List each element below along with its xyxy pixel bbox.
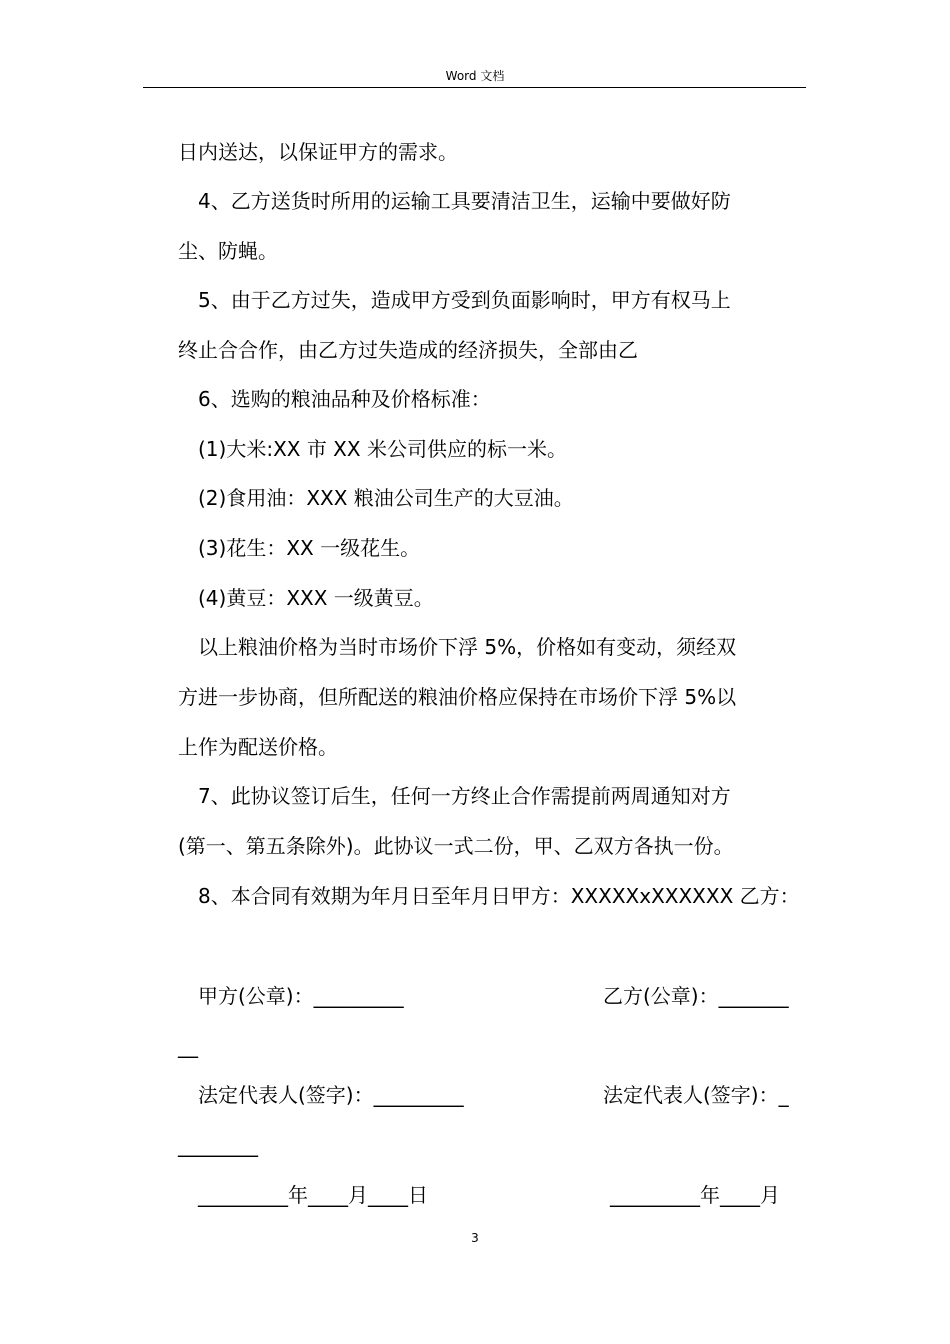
- paragraph-line: 7、此协议签订后生，任何一方终止合作需提前两周通知对方: [198, 784, 731, 808]
- party-b-date-line: _________年____月: [610, 1183, 780, 1207]
- party-a-seal-line: 甲方(公章)：_________: [198, 984, 404, 1008]
- party-a-date-line: _________年____月____日: [198, 1183, 428, 1207]
- header-title: Word 文档: [445, 69, 505, 83]
- header-divider: [143, 87, 806, 88]
- paragraph-line: 6、选购的粮油品种及价格标准：: [198, 387, 491, 411]
- party-a-representative-line: 法定代表人(签字)：_________: [198, 1083, 464, 1107]
- paragraph-line: 8、本合同有效期为年月日至年月日甲方：XXXXXxXXXXXX 乙方：: [198, 884, 800, 908]
- paragraph-line: 终止合合作，由乙方过失造成的经济损失，全部由乙: [178, 338, 638, 362]
- paragraph-line: 5、由于乙方过失，造成甲方受到负面影响时，甲方有权马上: [198, 288, 731, 312]
- party-b-seal-line: 乙方(公章)：_______: [603, 984, 789, 1008]
- page-number: 3: [471, 1231, 479, 1245]
- paragraph-line: 上作为配送价格。: [178, 735, 338, 759]
- paragraph-line: 日内送达，以保证甲方的需求。: [178, 140, 458, 164]
- paragraph-line: (2)食用油：XXX 粮油公司生产的大豆油。: [198, 486, 574, 510]
- paragraph-line: 方进一步协商，但所配送的粮油价格应保持在市场价下浮 5%以: [178, 685, 737, 709]
- paragraph-line: (3)花生：XX 一级花生。: [198, 536, 421, 560]
- party-b-seal-line-wrap: __: [178, 1034, 198, 1058]
- party-b-representative-line-wrap: ________: [178, 1133, 258, 1157]
- paragraph-line: 以上粮油价格为当时市场价下浮 5%，价格如有变动，须经双: [198, 635, 737, 659]
- paragraph-line: 尘、防蝇。: [178, 239, 278, 263]
- paragraph-line: (第一、第五条除外)。此协议一式二份，甲、乙双方各执一份。: [178, 834, 734, 858]
- paragraph-line: (4)黄豆：XXX 一级黄豆。: [198, 586, 434, 610]
- party-b-representative-line: 法定代表人(签字)：_: [603, 1083, 789, 1107]
- paragraph-line: (1)大米:XX 市 XX 米公司供应的标一米。: [198, 437, 567, 461]
- paragraph-line: 4、乙方送货时所用的运输工具要清洁卫生，运输中要做好防: [198, 189, 731, 213]
